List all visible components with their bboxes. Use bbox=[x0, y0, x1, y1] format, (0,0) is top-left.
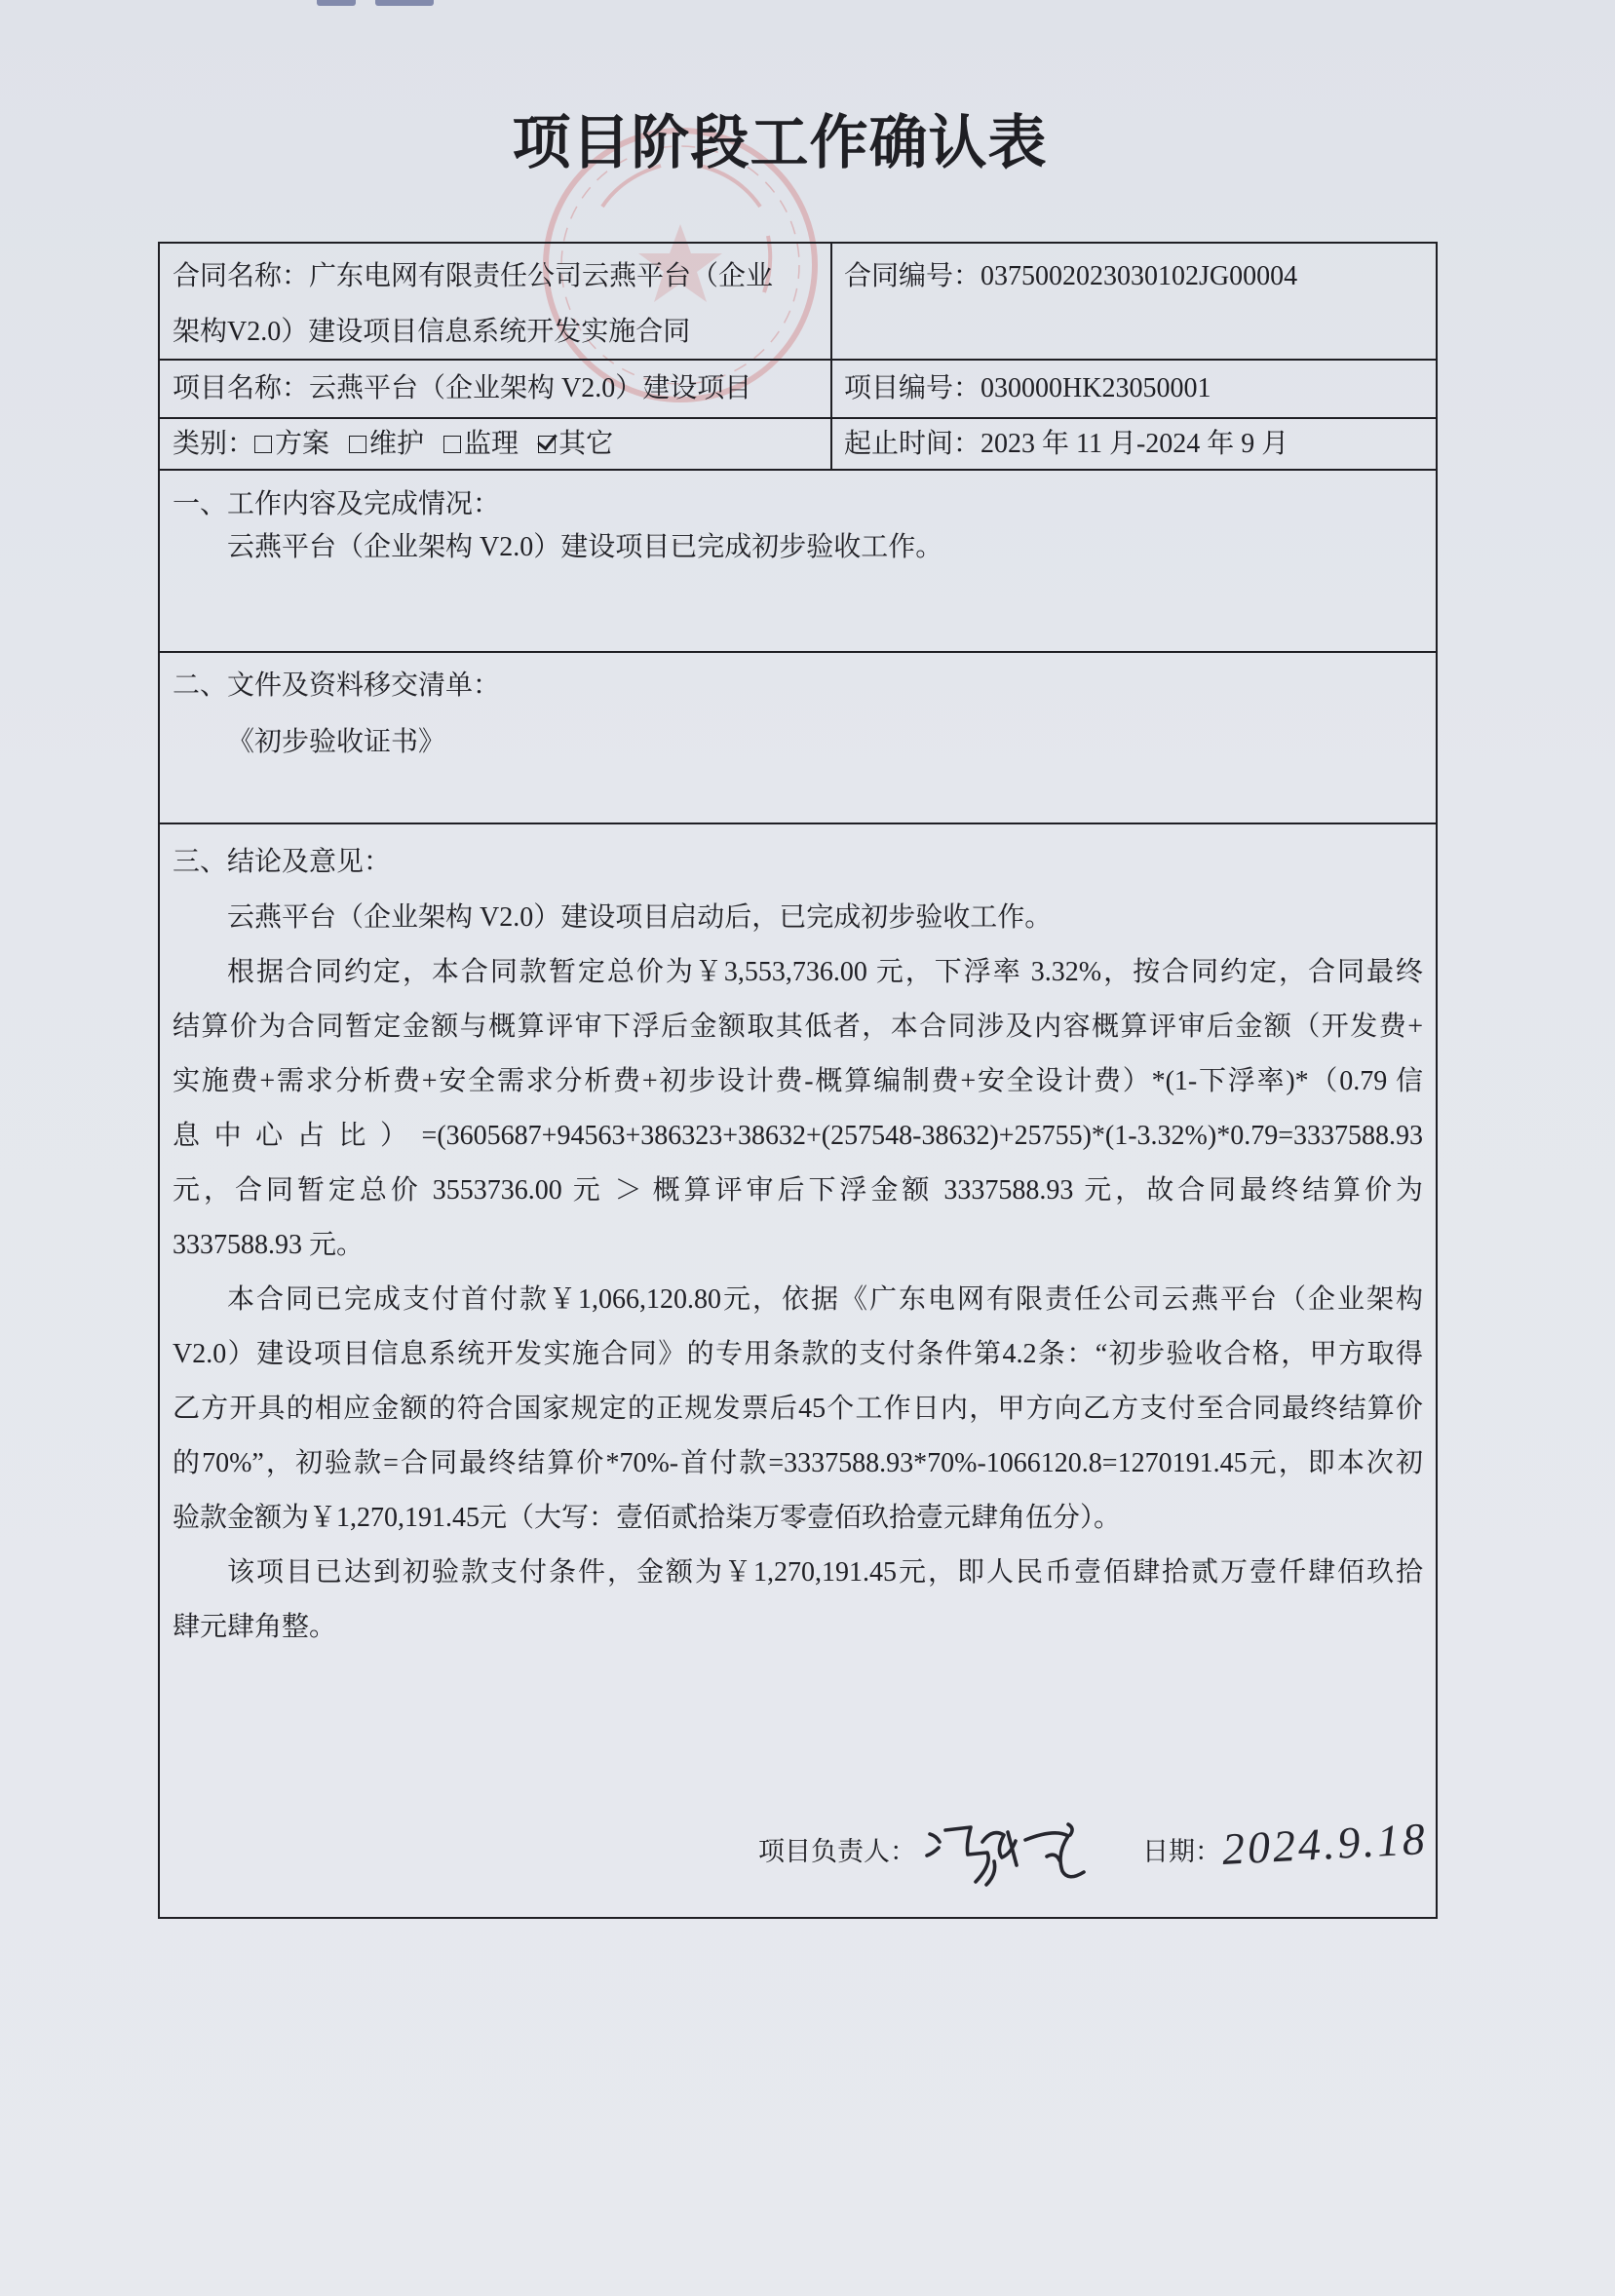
scan-artifact bbox=[375, 0, 434, 6]
category-option-other bbox=[538, 429, 613, 459]
project-number-label: 项目编号： bbox=[844, 373, 981, 403]
page-title: 项目阶段工作确认表 bbox=[512, 111, 1048, 175]
section-line: 云燕平台（企业架构 V2.0）建设项目已完成初步验收工作。 bbox=[227, 532, 943, 562]
category-option-label: 其它 bbox=[558, 429, 614, 459]
conclusion-line: 实施费+需求分析费+安全需求分析费+初步设计费-概算编制费+安全设计费）*(1-下浮率)*（0.79 信 bbox=[173, 1066, 1423, 1096]
category-cell bbox=[160, 419, 832, 469]
contract-row bbox=[160, 244, 1436, 361]
contract-name-value-cont: 架构V2.0）建设项目信息系统开发实施合同 bbox=[173, 317, 691, 347]
scan-artifact bbox=[317, 0, 356, 6]
checkbox-checked-icon bbox=[538, 436, 556, 453]
project-row bbox=[160, 361, 1436, 419]
conclusion-line: 3337588.93 元。 bbox=[173, 1230, 365, 1260]
category-line bbox=[173, 419, 633, 469]
conclusion-line: 的70%”，初验款=合同最终结算价*70%-首付款=3337588.93*70%-1066120.8=1270191.45元，即本次初 bbox=[173, 1448, 1423, 1478]
section-conclusion bbox=[160, 824, 1436, 1917]
contract-name-value: 广东电网有限责任公司云燕平台（企业 bbox=[309, 261, 774, 291]
contract-number-cell bbox=[832, 244, 1436, 359]
project-name-line bbox=[173, 361, 751, 417]
conclusion-line: 云燕平台（企业架构 V2.0）建设项目启动后，已完成初步验收工作。 bbox=[227, 902, 1053, 933]
project-number-cell bbox=[832, 361, 1436, 417]
project-number-value: 030000HK23050001 bbox=[981, 373, 1211, 403]
conclusion-line: 元，合同暂定总价 3553736.00 元 ＞ 概算评审后下浮金额 3337588.93 元，故合同最终结算价为 bbox=[173, 1175, 1423, 1205]
period-line bbox=[844, 419, 1288, 469]
category-label: 类别： bbox=[173, 429, 255, 459]
conclusion-line: 结算价为合同暂定金额与概算评审下浮后金额取其低者，本合同涉及内容概算评审后金额（开发费+ bbox=[173, 1012, 1423, 1042]
contract-name-line bbox=[173, 257, 773, 296]
contract-number-value: 0375002023030102JG00004 bbox=[981, 261, 1298, 291]
category-option-supervision bbox=[443, 429, 519, 459]
section-heading: 三、结论及意见： bbox=[173, 847, 392, 877]
period-value: 2023 年 11 月-2024 年 9 月 bbox=[981, 429, 1289, 459]
contract-number-line bbox=[844, 257, 1297, 296]
project-name-value: 云燕平台（企业架构 V2.0）建设项目 bbox=[309, 373, 752, 403]
project-name-cell bbox=[160, 361, 832, 417]
category-option-label: 方案 bbox=[275, 429, 330, 459]
conclusion-line: 根据合同约定，本合同款暂定总价为￥3,553,736.00 元，下浮率 3.32%，按合同约定，合同最终 bbox=[227, 957, 1423, 987]
category-option-plan bbox=[254, 429, 329, 459]
section-heading: 一、工作内容及完成情况： bbox=[173, 489, 501, 519]
conclusion-line: 乙方开具的相应金额的符合国家规定的正规发票后45个工作日内，甲方向乙方支付至合同最终结算价 bbox=[173, 1394, 1423, 1424]
category-option-label: 监理 bbox=[464, 429, 519, 459]
confirmation-table bbox=[158, 242, 1438, 1919]
project-number-line bbox=[844, 361, 1211, 417]
conclusion-line: V2.0）建设项目信息系统开发实施合同》的专用条款的支付条件第4.2条：“初步验收合格，甲方取得 bbox=[173, 1339, 1423, 1369]
date-handwritten: 2024.9.18 bbox=[1220, 1813, 1430, 1874]
contract-number-label: 合同编号： bbox=[844, 261, 981, 291]
checkbox-empty-icon bbox=[443, 436, 461, 453]
section-files bbox=[160, 653, 1436, 824]
section-work bbox=[160, 471, 1436, 653]
category-option-label: 维护 bbox=[369, 429, 425, 459]
date-label: 日期： bbox=[1142, 1837, 1221, 1866]
checkbox-empty-icon bbox=[254, 436, 272, 453]
period-label: 起止时间： bbox=[844, 429, 981, 459]
period-cell bbox=[832, 419, 1436, 469]
category-row bbox=[160, 419, 1436, 471]
project-owner-label: 项目负责人： bbox=[758, 1837, 916, 1866]
conclusion-line: 本合同已完成支付首付款￥1,066,120.80元，依据《广东电网有限责任公司云燕平台（企业架构 bbox=[227, 1284, 1423, 1315]
section-heading: 二、文件及资料移交清单： bbox=[173, 670, 501, 701]
conclusion-line: 该项目已达到初验款支付条件，金额为￥1,270,191.45元，即人民币壹佰肆拾贰万壹仟肆佰玖拾 bbox=[227, 1557, 1423, 1588]
conclusion-line: 息中心占比）=(3605687+94563+386323+38632+(257548-38632)+25755)*(1-3.32%)*0.79=3337588.93 bbox=[173, 1121, 1423, 1151]
contract-name-cell bbox=[160, 244, 832, 359]
section-line: 《初步验收证书》 bbox=[227, 727, 446, 757]
conclusion-body bbox=[173, 891, 1423, 1655]
conclusion-line: 肆元肆角整。 bbox=[173, 1612, 337, 1642]
signature-handwritten bbox=[922, 1811, 1088, 1893]
checkbox-empty-icon bbox=[349, 436, 366, 453]
category-option-maintenance bbox=[349, 429, 424, 459]
project-name-label: 项目名称： bbox=[173, 373, 310, 403]
contract-name-label: 合同名称： bbox=[173, 261, 310, 291]
conclusion-line: 验款金额为￥1,270,191.45元（大写：壹佰贰拾柒万零壹佰玖拾壹元肆角伍分）。 bbox=[173, 1503, 1122, 1533]
